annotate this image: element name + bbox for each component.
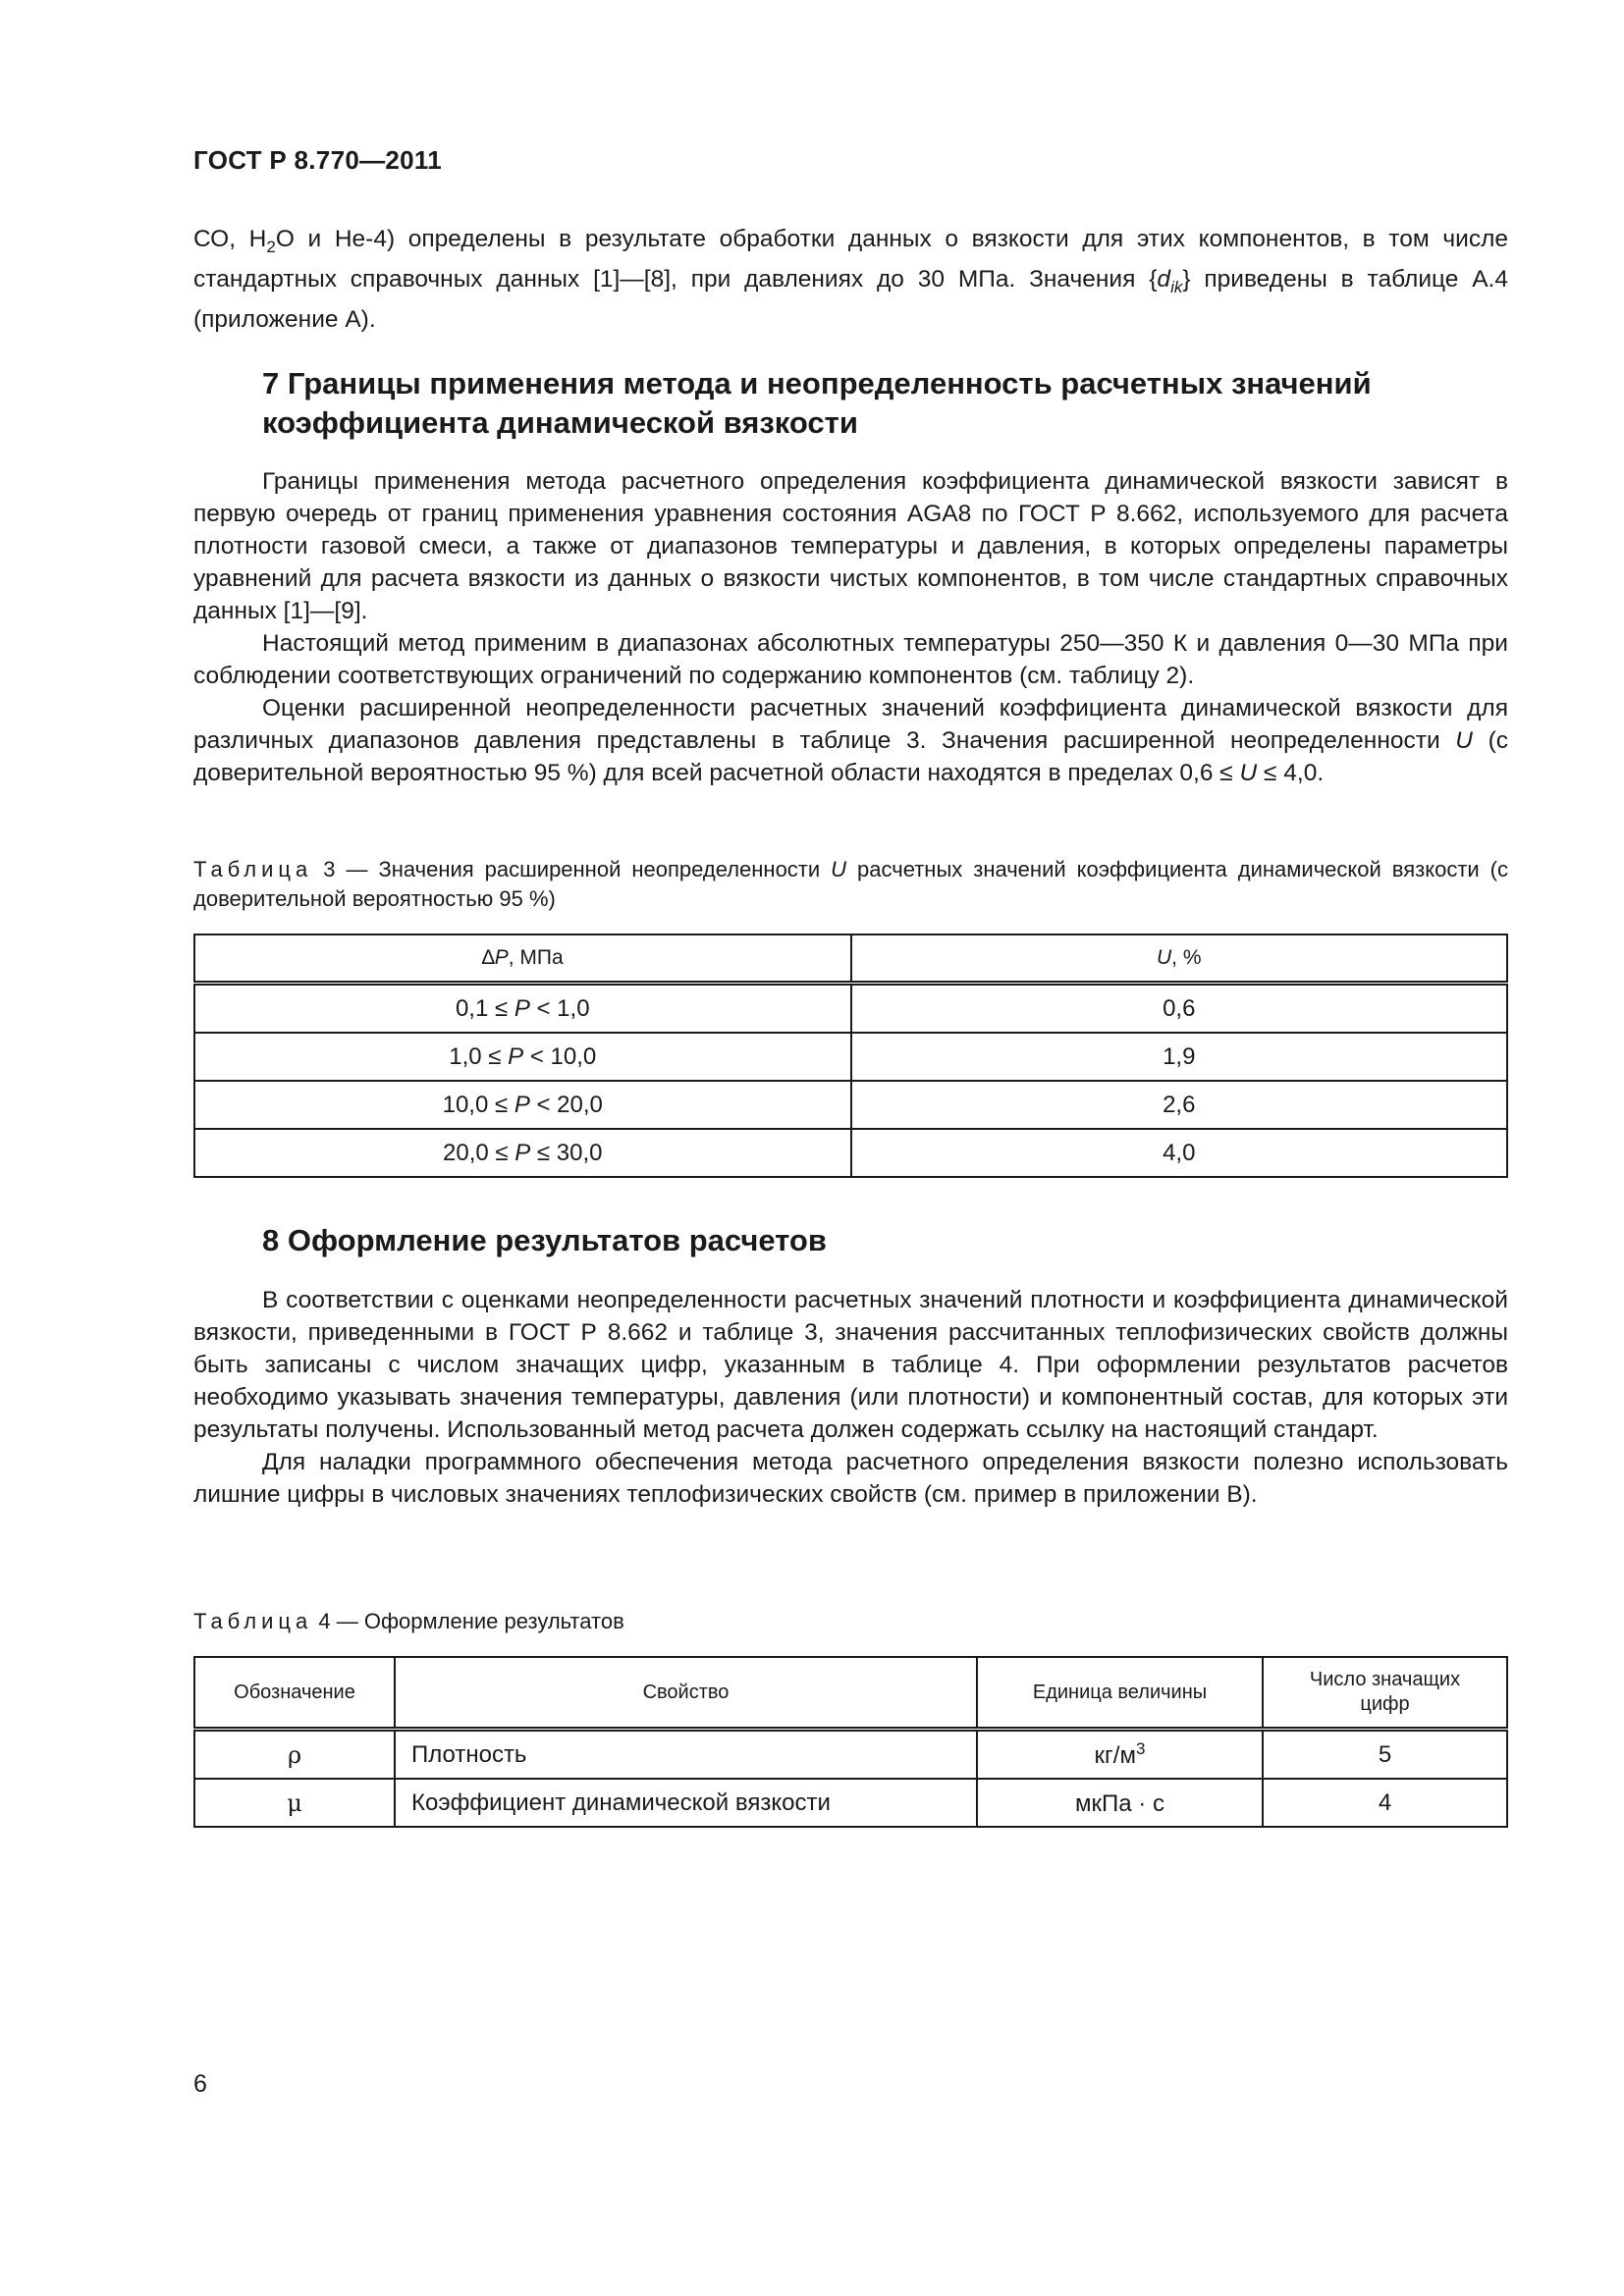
uncertainty-cell: 2,6 xyxy=(851,1081,1508,1129)
column-header-symbol: Обозначение xyxy=(194,1657,395,1730)
unit-cell: мкПа · с xyxy=(977,1779,1263,1827)
intro-paragraph: СО, $H_2O$ и He-4) определены в результате обработки данных о вязкости для этих компонентов, в том числе стандартных справочных данных [1]—[8], при давлениях до 30 МПа. Значения $\{d_{ik}\}$ приведены в таблице А.4 (приложение А). xyxy=(193,226,1508,333)
uncertainty-cell: 1,9 xyxy=(851,1033,1508,1081)
uncertainty-cell: 4,0 xyxy=(851,1129,1508,1177)
section-8-paragraph-1: В соответствии с оценками неопределенности расчетных значений плотности и коэффициента динамической вязкости, приведенными в ГОСТ Р 8.662 и таблице 3, значения рассчитанных теплофизических свойств должны быть записаны с числом значащих цифр, указанным в таблице 4. При оформлении результатов расчетов необходимо указывать значения температуры, давления (или плотности) и компонентный состав, для которых эти результаты получены. Использованный метод расчета должен содержать ссылку на настоящий стандарт. xyxy=(193,1287,1508,1443)
unit-cell: $кг/м^3$ xyxy=(977,1730,1263,1780)
table-header-row xyxy=(194,1657,1507,1730)
pressure-range-cell: 20,0 ≤ P ≤ 30,0 xyxy=(194,1129,851,1177)
table-4-caption: Таблица 4 — Оформление результатов xyxy=(193,1609,624,1633)
section-7-paragraph-2: Настоящий метод применим в диапазонах абсолютных температуры 250—350 К и давления 0—30 МПа при соблюдении соответствующих ограничений по содержанию компонентов (см. таблицу 2). xyxy=(193,630,1508,689)
section-8-heading: 8 Оформление результатов расчетов xyxy=(262,1223,827,1257)
table-3 xyxy=(193,934,1508,1178)
page-number: 6 xyxy=(193,2070,207,2098)
table-3-caption: Таблица 3 — Значения расширенной неопределенности U расчетных значений коэффициента динамической вязкости (с доверительной вероятностью 95 %) xyxy=(193,857,1508,911)
column-header-pressure: ∆P, МПа xyxy=(194,934,851,984)
column-header-digits: Число значащих цифр xyxy=(1263,1657,1507,1730)
column-header-property: Свойство xyxy=(395,1657,977,1730)
section-8-paragraph-2: Для наладки программного обеспечения метода расчетного определения вязкости полезно использовать лишние цифры в числовых значениях теплофизических свойств (см. пример в приложении В). xyxy=(193,1449,1508,1508)
table-row xyxy=(194,1033,1507,1081)
section-7-body xyxy=(193,465,1508,789)
table-row xyxy=(194,984,1507,1034)
section-7-paragraph-3: Оценки расширенной неопределенности расчетных значений коэффициента динамической вязкости для различных диапазонов давления представлены в таблице 3. Значения расширенной неопределенности U (с доверительной вероятностью 95 %) для всей расчетной области находятся в пределах 0,6 ≤ U ≤ 4,0. xyxy=(193,695,1508,786)
table-4 xyxy=(193,1656,1508,1828)
uncertainty-cell: 0,6 xyxy=(851,984,1508,1034)
symbol-cell: μ xyxy=(194,1779,395,1827)
table-header-row xyxy=(194,934,1507,984)
pressure-range-cell: 1,0 ≤ P < 10,0 xyxy=(194,1033,851,1081)
symbol-cell: ρ xyxy=(194,1730,395,1780)
digits-cell: 4 xyxy=(1263,1779,1507,1827)
table-row xyxy=(194,1081,1507,1129)
table-row xyxy=(194,1779,1507,1827)
property-cell: Плотность xyxy=(395,1730,977,1780)
pressure-range-cell: 0,1 ≤ P < 1,0 xyxy=(194,984,851,1034)
pressure-range-cell: 10,0 ≤ P < 20,0 xyxy=(194,1081,851,1129)
column-header-unit: Единица величины xyxy=(977,1657,1263,1730)
property-cell: Коэффициент динамической вязкости xyxy=(395,1779,977,1827)
document-header: ГОСТ Р 8.770—2011 xyxy=(193,145,442,175)
section-7-heading: 7 Границы применения метода и неопределенность расчетных значений коэффициента динамической вязкости xyxy=(262,366,1372,440)
section-7-paragraph-1: Границы применения метода расчетного определения коэффициента динамической вязкости зависят в первую очередь от границ применения уравнения состояния AGA8 по ГОСТ Р 8.662, используемого для расчета плотности газовой смеси, а также от диапазонов температуры и давления, в которых определены параметры уравнений для расчета вязкости из данных о вязкости чистых компонентов, в том числе стандартных справочных данных [1]—[9]. xyxy=(193,468,1508,624)
digits-cell: 5 xyxy=(1263,1730,1507,1780)
section-8-body xyxy=(193,1284,1508,1511)
table-row xyxy=(194,1730,1507,1780)
table-row xyxy=(194,1129,1507,1177)
column-header-uncertainty: U, % xyxy=(851,934,1508,984)
